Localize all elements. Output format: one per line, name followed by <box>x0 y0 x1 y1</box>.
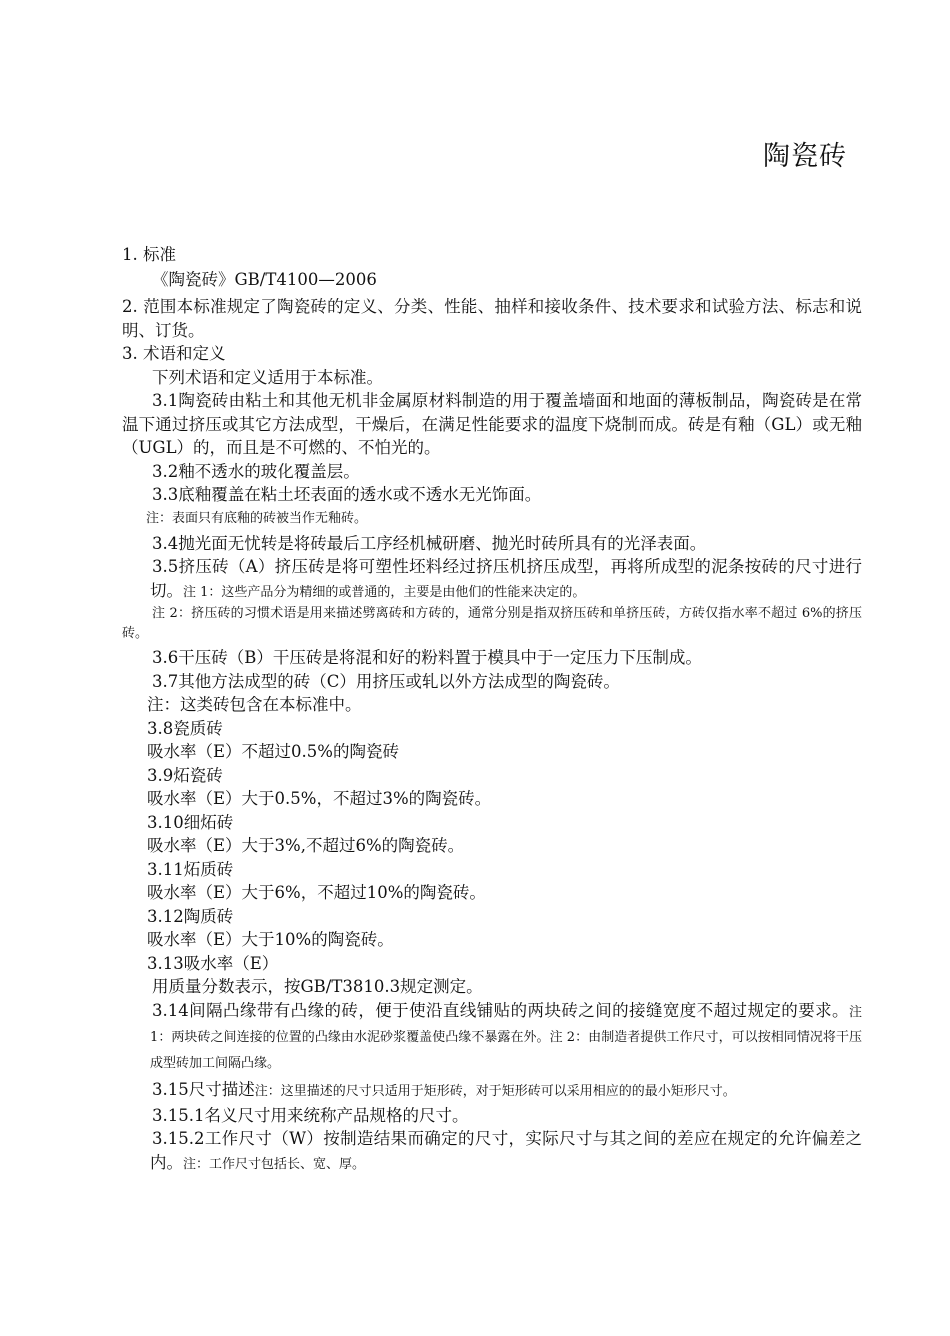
term-3-8: 3.8瓷质砖 <box>147 718 223 738</box>
note-3-5-1: 注 1：这些产品分为精细的或普通的，主要是由他们的性能来决定的。 <box>183 584 586 600</box>
section-3-heading: 3. 术语和定义 <box>122 344 226 363</box>
page-title: 陶瓷砖 <box>763 141 847 172</box>
definition-3-15-2 <box>122 1127 862 1176</box>
definition-3-5 <box>122 555 862 604</box>
term-3-12-value: 吸水率（E）大于10%的陶瓷砖。 <box>147 930 394 949</box>
definition-3-1 <box>122 389 862 460</box>
document-body <box>122 242 862 1176</box>
definition-3-7: 3.7其他方法成型的砖（C）用挤压或轧以外方法成型的陶瓷砖。 <box>152 671 620 691</box>
term-3-9-value: 吸水率（E）大于0.5%，不超过3%的陶瓷砖。 <box>147 789 492 808</box>
definition-3-1-text: 3.1陶瓷砖由粘土和其他无机非金属原材料制造的用于覆盖墙面和地面的薄板制品，陶瓷砖是在常温下通过挤压或其它方法成型，干燥后，在满足性能要求的温度下烧制而成。砖是有釉（GL）或无釉（UGL）的，而且是不可燃的、不怕光的。 <box>122 391 862 457</box>
term-3-9: 3.9炻瓷砖 <box>147 765 223 785</box>
definition-3-15-2-text: 3.15.2工作尺寸（W）按制造结果而确定的尺寸，实际尺寸与其之间的差应在规定的允许偏差之内。 <box>150 1129 862 1172</box>
term-3-10: 3.10细炻砖 <box>147 812 234 832</box>
definition-3-6: 3.6干压砖（B）干压砖是将混和好的粉料置于模具中于一定压力下压制成。 <box>152 648 702 667</box>
note-3-15-2: 注：工作尺寸包括长、宽、厚。 <box>183 1156 366 1172</box>
definition-3-14 <box>122 999 862 1076</box>
term-3-11: 3.11炻质砖 <box>147 859 234 879</box>
definition-3-15 <box>122 1078 862 1104</box>
section-2-scope: 2. 范围本标准规定了陶瓷砖的定义、分类、性能、抽样和接收条件、技术要求和试验方法、标志和说明、订货。 <box>122 297 862 340</box>
section-3-intro: 下列术语和定义适用于本标准。 <box>152 367 383 387</box>
definition-3-4: 3.4抛光面无忧转是将砖最后工序经机械研磨、抛光时砖所具有的光泽表面。 <box>152 533 707 553</box>
note-3-3: 注：表面只有底釉的砖被当作无釉砖。 <box>146 510 368 526</box>
section-1-heading: 1. 标准 <box>122 245 176 264</box>
definition-3-15-text: 3.15尺寸描述 <box>152 1080 255 1099</box>
term-3-13: 3.13吸水率（E） <box>147 953 279 973</box>
note-3-7: 注：这类砖包含在本标准中。 <box>147 695 362 714</box>
definition-3-5-text: 3.5挤压砖（A）挤压砖是将可塑性坯料经过挤压机挤压成型，再将所成型的泥条按砖的尺寸进行切。 <box>150 557 862 600</box>
note-3-15: 注：这里描述的尺寸只适用于矩形砖，对于矩形砖可以采用相应的的最小矩形尺寸。 <box>254 1084 736 1099</box>
term-3-13-value: 用质量分数表示，按GB/T3810.3规定测定。 <box>152 977 483 996</box>
term-3-12: 3.12陶质砖 <box>147 906 234 926</box>
definition-3-3: 3.3底釉覆盖在粘土坯表面的透水或不透水无光饰面。 <box>152 485 542 504</box>
term-3-8-value: 吸水率（E）不超过0.5%的陶瓷砖 <box>147 742 399 761</box>
standard-reference: 《陶瓷砖》GB/T4100—2006 <box>152 269 377 289</box>
note-3-5-2 <box>122 604 862 644</box>
term-3-10-value: 吸水率（E）大于3%,不超过6%的陶瓷砖。 <box>147 836 465 855</box>
definition-3-14-text: 3.14间隔凸缘带有凸缘的砖，便于使沿直线铺贴的两块砖之间的接缝宽度不超过规定的要求。 <box>152 1000 849 1020</box>
definition-3-2: 3.2釉不透水的玻化覆盖层。 <box>152 461 360 481</box>
note-3-5-2-text: 注 2：挤压砖的习惯术语是用来描述劈离砖和方砖的，通常分别是指双挤压砖和单挤压砖，方砖仅指水率不超过 6%的挤压砖。 <box>122 606 862 641</box>
term-3-11-value: 吸水率（E）大于6%，不超过10%的陶瓷砖。 <box>147 883 486 902</box>
definition-3-15-1: 3.15.1名义尺寸用来统称产品规格的尺寸。 <box>152 1105 469 1125</box>
note-3-14: 注 1：两块砖之间连接的位置的凸缘由水泥砂浆覆盖使凸缘不暴露在外。注 2：由制造者提供工作尺寸，可以按相同情况将干压成型砖加工间隔凸缘。 <box>150 1004 862 1071</box>
